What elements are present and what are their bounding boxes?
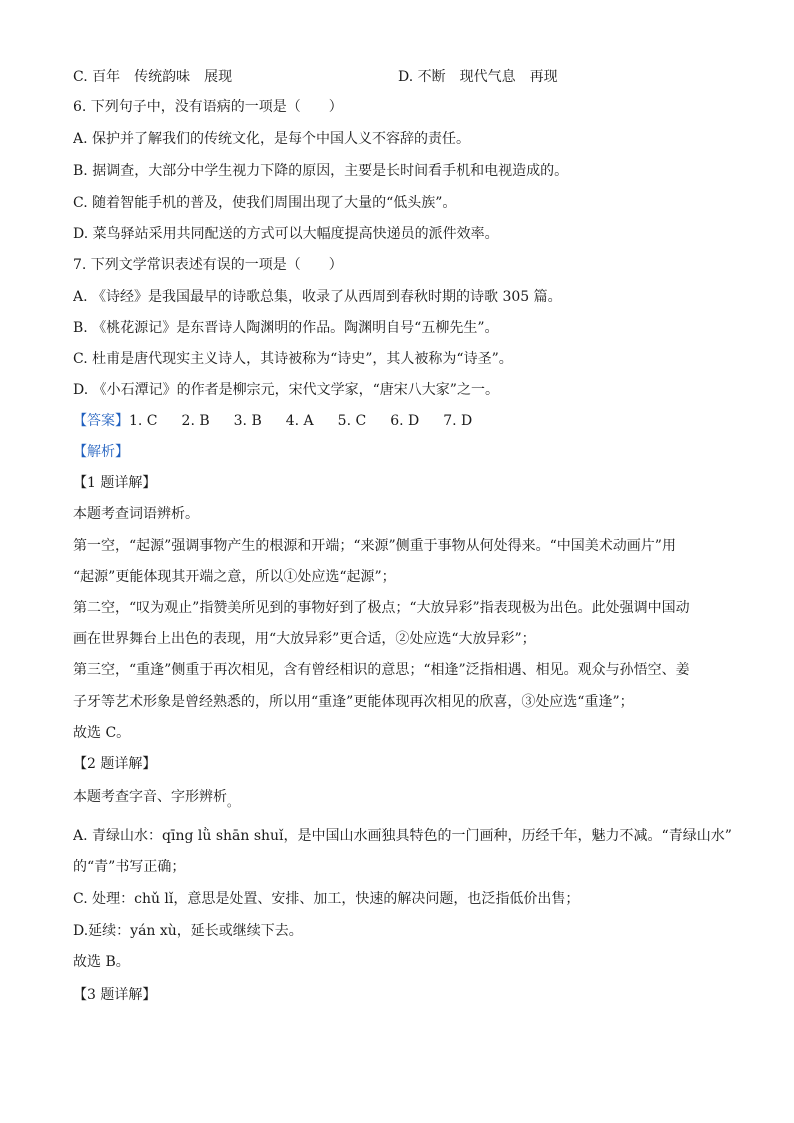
detail2-option-a: A. 青绿山水：qīng lǜ shān shuǐ，是中国山水画独具特色的一门画种，历经千年，魅力不减。“青绿山水”: [73, 828, 732, 844]
detail2-option-d: D.延续：yán xù，延长或继续下去。: [73, 923, 303, 939]
q7-stem: 7. 下列文学常识表述有误的一项是（ ）: [73, 257, 343, 273]
detail2-intro-mark: 。: [227, 795, 240, 808]
answer-item: 2. B: [181, 413, 210, 429]
q6-stem: 6. 下列句子中，没有语病的一项是（ ）: [73, 99, 343, 115]
q5-option-c: C. 百年 传统韵味 展现: [73, 69, 233, 85]
q6-option-d: D. 菜鸟驿站采用共同配送的方式可以大幅度提高快递员的派件效率。: [73, 226, 499, 242]
detail2-option-a-cont: 的“青”书写正确；: [73, 859, 186, 875]
detail1-conclusion: 故选 C。: [73, 725, 131, 741]
answer-item: 5. C: [337, 413, 367, 429]
detail1-paragraph: 第二空，“叹为观止”指赞美所见到的事物好到了极点；“大放异彩”指表现极为出色。此处强调中国动: [73, 600, 690, 616]
detail1-paragraph: “起源”更能体现其开端之意，所以①处应选“起源”；: [73, 569, 396, 585]
analysis-heading: 【解析】: [73, 444, 129, 460]
detail2-conclusion: 故选 B。: [73, 954, 130, 970]
q6-option-b: B. 据调查，大部分中学生视力下降的原因，主要是长时间看手机和电视造成的。: [73, 163, 569, 179]
answer-item: 3. B: [233, 413, 262, 429]
q7-option-a: A. 《诗经》是我国最早的诗歌总集，收录了从西周到春秋时期的诗歌 305 篇。: [73, 289, 562, 305]
detail2-intro-line: [73, 786, 734, 808]
answer-item: 4. A: [285, 413, 314, 429]
q5-option-d: D. 不断 现代气息 再现: [398, 69, 558, 85]
detail2-intro: 本题考查字音、字形辨析: [73, 789, 227, 805]
q5-options-row: [73, 66, 734, 88]
detail2-option-c: C. 处理：chǔ lǐ，意思是处置、安排、加工，快速的解决问题，也泛指低价出售；: [73, 891, 580, 907]
detail1-paragraph: 第三空，“重逢”侧重于再次相见，含有曾经相识的意思；“相逢”泛指相遇、相见。观众与孙悟空、姜: [73, 662, 690, 678]
detail1-heading: 【1 题详解】: [73, 475, 157, 491]
answer-item: 6. D: [390, 413, 420, 429]
q6-option-a: A. 保护并了解我们的传统文化，是每个中国人义不容辞的责任。: [73, 131, 471, 147]
answer-tag: 【答案】: [73, 413, 129, 429]
q7-option-b: B. 《桃花源记》是东晋诗人陶渊明的作品。陶渊明自号“五柳先生”。: [73, 320, 499, 336]
detail2-heading: 【2 题详解】: [73, 756, 157, 772]
q7-option-d: D. 《小石潭记》的作者是柳宗元，宋代文学家，“唐宋八大家”之一。: [73, 382, 499, 398]
answer-line: [73, 410, 734, 432]
detail1-intro: 本题考查词语辨析。: [73, 506, 199, 522]
q7-option-c: C. 杜甫是唐代现实主义诗人，其诗被称为“诗史”，其人被称为“诗圣”。: [73, 351, 513, 367]
answer-item: 7. D: [443, 413, 473, 429]
detail1-paragraph: 第一空，“起源”强调事物产生的根源和开端；“来源”侧重于事物从何处得来。“中国美术动画片”用: [73, 538, 676, 554]
detail1-paragraph: 子牙等艺术形象是曾经熟悉的，所以用“重逢”更能体现再次相见的欣喜，③处应选“重逢”；: [73, 694, 634, 710]
detail3-heading: 【3 题详解】: [73, 987, 157, 1003]
answer-item: 1. C: [129, 413, 158, 429]
detail1-paragraph: 画在世界舞台上出色的表现，用“大放异彩”更合适，②处应选“大放异彩”；: [73, 631, 536, 647]
q6-option-c: C. 随着智能手机的普及，使我们周围出现了大量的“低头族”。: [73, 195, 457, 211]
